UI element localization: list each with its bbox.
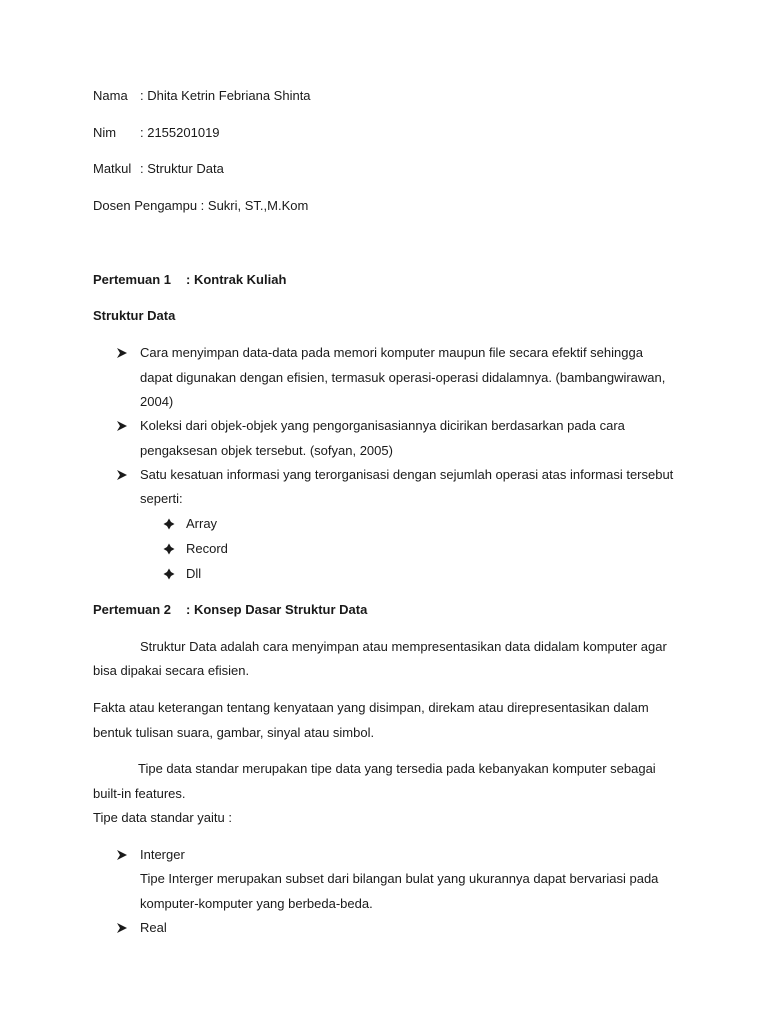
p1-bullet-1-line-3: 2004) [140,394,174,409]
nama-label: Nama [93,88,128,103]
p2-para2-line-2: bentuk tulisan suara, gambar, sinyal atau simbol. [93,725,375,740]
diamond-bullet-icon [163,543,175,555]
nim-label: Nim [93,125,117,140]
p1-subheading: Struktur Data [93,308,176,323]
arrow-bullet-icon [116,469,128,481]
p2-para2-line-1: Fakta atau keterangan tentang kenyataan yang disimpan, direkam atau direpresentasikan dalam [93,700,649,715]
p2-para1-line-1: Struktur Data adalah cara menyimpan atau mempresentasikan data didalam komputer agar [140,639,667,654]
p1-bullet-2-line-1: Koleksi dari objek-objek yang pengorganisasiannya dicirikan berdasarkan pada cara [140,418,625,433]
diamond-bullet-icon [163,568,175,580]
arrow-bullet-icon [116,922,128,934]
p1-label: Pertemuan 1 [93,272,172,287]
p1-title: : Kontrak Kuliah [186,272,287,287]
p2-title: : Konsep Dasar Struktur Data [186,602,368,617]
p1-subbullet-record: Record [186,541,228,556]
type-interger-desc-line-2: komputer-komputer yang berbeda-beda. [140,896,373,911]
matkul-label: Matkul [93,161,132,176]
p1-bullet-2-line-2: pengaksesan objek tersebut. (sofyan, 2005) [140,443,393,458]
type-interger-desc-line-1: Tipe Interger merupakan subset dari bilangan bulat yang ukurannya dapat bervariasi pada [140,871,659,886]
p2-para1-line-2: bisa dipakai secara efisien. [93,663,250,678]
p1-bullet-1-line-1: Cara menyimpan data-data pada memori komputer maupun file secara efektif sehingga [140,345,643,360]
p1-bullet-3-line-2: seperti: [140,491,183,506]
arrow-bullet-icon [116,420,128,432]
dosen-line: Dosen Pengampu : Sukri, ST.,M.Kom [93,198,309,213]
p2-para3-line-2: built-in features. [93,786,186,801]
p1-bullet-3-line-1: Satu kesatuan informasi yang terorganisasi dengan sejumlah operasi atas informasi tersebut [140,467,674,482]
p1-subbullet-array: Array [186,516,218,531]
p1-subbullet-dll: Dll [186,566,202,581]
p2-para4: Tipe data standar yaitu : [93,810,232,825]
p2-label: Pertemuan 2 [93,602,172,617]
nim-value: : 2155201019 [140,125,220,140]
p2-para3-line-1: Tipe data standar merupakan tipe data yang tersedia pada kebanyakan komputer sebagai [138,761,656,776]
type-real-name: Real [140,920,167,935]
nama-value: : Dhita Ketrin Febriana Shinta [140,88,311,103]
diamond-bullet-icon [163,518,175,530]
p1-bullet-1-line-2: dapat digunakan dengan efisien, termasuk operasi-operasi didalamnya. (bambangwirawan, [140,370,666,385]
arrow-bullet-icon [116,849,128,861]
arrow-bullet-icon [116,347,128,359]
type-interger-name: Interger [140,847,185,862]
matkul-value: : Struktur Data [140,161,224,176]
